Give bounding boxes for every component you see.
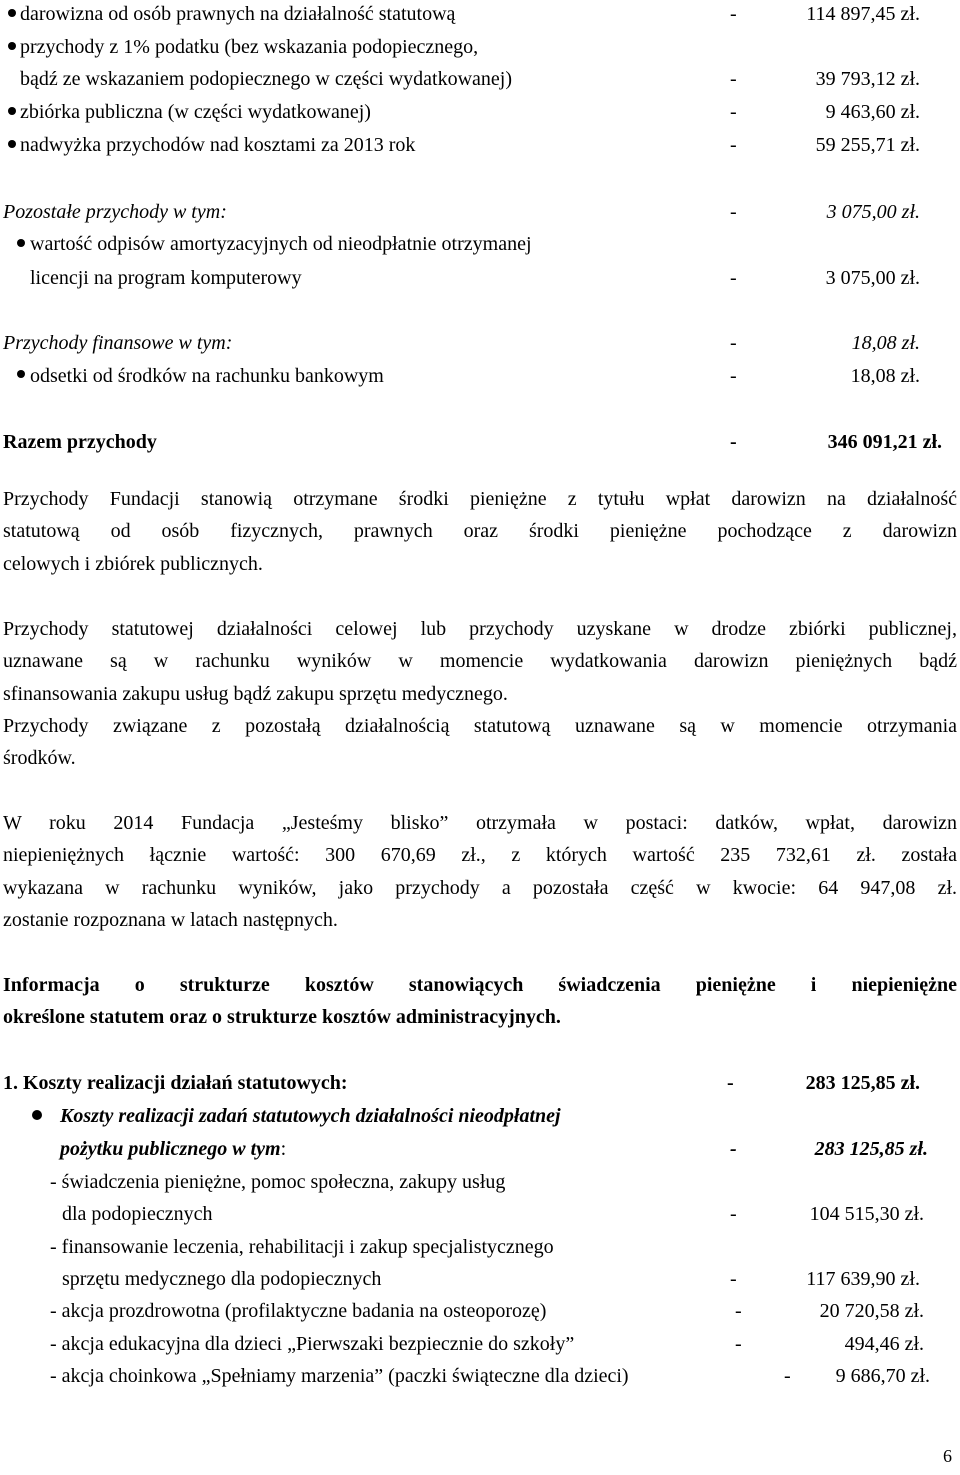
income-item-label: bądź ze wskazaniem podopiecznego w części wydatkowanej): [20, 68, 513, 90]
costs-sub-heading: pożytku publicznego w tym: [60, 1138, 281, 1160]
other-income-item: licencji na program komputerowy: [30, 267, 302, 289]
cost-item-amount: 494,46 zł.: [844, 1333, 924, 1355]
paragraph-line: Przychody statutowej działalności celowej lub przychody uzyskane w drodze zbiórki publicznej,: [3, 618, 957, 640]
section-heading-line: określone statutem oraz o strukturze kosztów administracyjnych.: [3, 1006, 561, 1029]
income-item-dash: -: [730, 101, 737, 123]
income-item-amount: 59 255,71 zł.: [815, 134, 920, 156]
income-item-dash: -: [730, 3, 737, 25]
cost-item-label: - akcja edukacyjna dla dzieci „Pierwszaki bezpiecznie do szkoły”: [50, 1333, 575, 1355]
cost-item-dash: -: [784, 1365, 791, 1387]
cost-item-dash: -: [735, 1300, 742, 1322]
income-item-amount: 114 897,45 zł.: [806, 3, 920, 25]
cost-item-label: - akcja choinkowa „Spełniamy marzenia” (paczki świąteczne dla dzieci): [50, 1365, 629, 1387]
cost-item-label: dla podopiecznych: [62, 1203, 213, 1225]
paragraph-line: zostanie rozpoznana w latach następnych.: [3, 908, 338, 931]
cost-item-label: - świadczenia pieniężne, pomoc społeczna, zakupy usług: [50, 1171, 506, 1193]
costs-heading-dash: -: [727, 1072, 734, 1094]
paragraph-line: uznawane są w rachunku wyników w momencie wydatkowania darowizn pieniężnych bądź: [3, 650, 957, 673]
paragraph-line: Przychody związane z pozostałą działalnością statutową uznawane są w momencie otrzymania: [3, 714, 957, 737]
financial-income-item-dash: -: [730, 365, 737, 387]
bullet-icon: [17, 370, 25, 378]
costs-sub-amount: 283 125,85 zł.: [814, 1138, 928, 1160]
bullet-icon: [32, 1110, 42, 1120]
cost-item-dash: -: [730, 1203, 737, 1225]
costs-sub-heading: Koszty realizacji zadań statutowych działalności nieodpłatnej: [60, 1105, 561, 1127]
paragraph-line: W roku 2014 Fundacja „Jesteśmy blisko” otrzymała w postaci: datków, wpłat, darowizn: [3, 812, 957, 834]
other-income-dash: -: [730, 201, 737, 223]
other-income-item: wartość odpisów amortyzacyjnych od nieodpłatnie otrzymanej: [30, 233, 532, 255]
bullet-icon: [8, 42, 16, 50]
bullet-icon: [17, 239, 25, 247]
paragraph-income-recognition: [3, 613, 957, 774]
other-income-item-dash: -: [730, 267, 737, 289]
income-item-amount: 9 463,60 zł.: [825, 101, 920, 123]
paragraph-line: statutową od osób fizycznych, prawnych oraz środki pieniężne pochodzące z darowizn: [3, 520, 957, 543]
section-heading-costs: [3, 969, 957, 1034]
costs-sub-dash: -: [730, 1138, 737, 1160]
paragraph-line: celowych i zbiórek publicznych.: [3, 552, 263, 575]
bullet-icon: [8, 9, 16, 17]
income-item-dash: -: [730, 134, 737, 156]
income-item-amount: 39 793,12 zł.: [815, 68, 920, 90]
total-dash: -: [730, 431, 737, 453]
financial-income-dash: -: [730, 332, 737, 354]
income-item-label: darowizna od osób prawnych na działalność statutową: [20, 3, 456, 25]
financial-income-heading: Przychody finansowe w tym:: [3, 332, 233, 354]
cost-item-amount: 9 686,70 zł.: [835, 1365, 930, 1387]
paragraph-line: sfinansowania zakupu usług bądź zakupu sprzętu medycznego.: [3, 682, 508, 705]
cost-item-label: - akcja prozdrowotna (profilaktyczne badania na osteoporozę): [50, 1300, 547, 1322]
paragraph-line: Przychody Fundacji stanowią otrzymane środki pieniężne z tytułu wpłat darowizn na działalność: [3, 488, 957, 510]
other-income-amount: 3 075,00 zł.: [826, 201, 920, 223]
cost-item-label: sprzętu medycznego dla podopiecznych: [62, 1268, 382, 1290]
page-number: 6: [943, 1446, 952, 1466]
paragraph-line: wykazana w rachunku wyników, jako przychody a pozostała część w kwocie: 64 947,08 zł.: [3, 876, 957, 899]
financial-income-item-amount: 18,08 zł.: [850, 365, 920, 387]
cost-item-label: - finansowanie leczenia, rehabilitacji i zakup specjalistycznego: [50, 1236, 554, 1258]
costs-sub-heading-colon: :: [280, 1138, 287, 1160]
costs-heading: 1. Koszty realizacji działań statutowych:: [3, 1072, 348, 1094]
section-heading-line: Informacja o strukturze kosztów stanowiących świadczenia pieniężne i niepieniężne: [3, 974, 957, 996]
cost-item-amount: 20 720,58 zł.: [819, 1300, 924, 1322]
paragraph-line: niepieniężnych łącznie wartość: 300 670,69 zł., z których wartość 235 732,61 zł. została: [3, 844, 957, 867]
income-item-label: nadwyżka przychodów nad kosztami za 2013 rok: [20, 134, 416, 156]
cost-item-amount: 104 515,30 zł.: [809, 1203, 924, 1225]
other-income-item-amount: 3 075,00 zł.: [825, 267, 920, 289]
total-label: Razem przychody: [3, 431, 157, 453]
financial-income-amount: 18,08 zł.: [851, 332, 920, 354]
income-item-label: zbiórka publiczna (w części wydatkowanej): [20, 101, 371, 123]
financial-income-item: odsetki od środków na rachunku bankowym: [30, 365, 384, 387]
income-item-dash: -: [730, 68, 737, 90]
paragraph-income-sources: [3, 483, 957, 580]
other-income-heading: Pozostałe przychody w tym:: [3, 201, 227, 223]
income-item-label: przychody z 1% podatku (bez wskazania podopiecznego,: [20, 36, 479, 58]
total-amount: 346 091,21 zł.: [827, 431, 942, 453]
cost-item-dash: -: [730, 1268, 737, 1290]
paragraph-in-kind-donations: [3, 807, 957, 936]
paragraph-line: środków.: [3, 747, 76, 770]
cost-item-amount: 117 639,90 zł.: [806, 1268, 920, 1290]
costs-heading-amount: 283 125,85 zł.: [805, 1072, 920, 1094]
bullet-icon: [8, 107, 16, 115]
bullet-icon: [8, 140, 16, 148]
cost-item-dash: -: [735, 1333, 742, 1355]
